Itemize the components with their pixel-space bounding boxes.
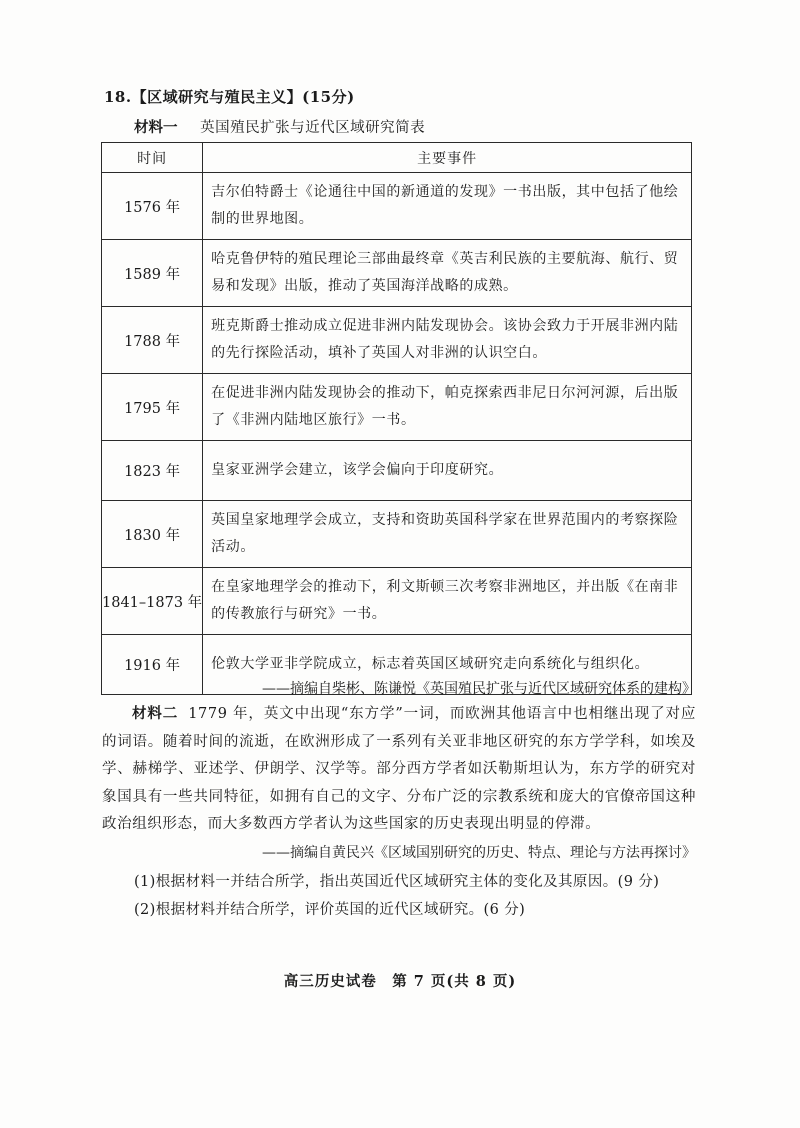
table-row (102, 173, 692, 240)
row-year: 1841–1873 年 (102, 568, 203, 635)
table-row (102, 240, 692, 307)
row-year: 1795 年 (102, 374, 203, 441)
header-event: 主要事件 (203, 143, 692, 173)
row-year: 1823 年 (102, 441, 203, 501)
header-time: 时间 (102, 143, 203, 173)
table-header-row (102, 143, 692, 173)
row-year: 1788 年 (102, 307, 203, 374)
material1-heading (134, 116, 425, 137)
table-row (102, 441, 692, 501)
row-event: 哈克鲁伊特的殖民理论三部曲最终章《英吉利民族的主要航海、航行、贸易和发现》出版，推动了英国海洋战略的成熟。 (203, 240, 692, 307)
row-event: 在皇家地理学会的推动下，利文斯顿三次考察非洲地区，并出版《在南非的传教旅行与研究》一书。 (203, 568, 692, 635)
material2-text: 1779 年，英文中出现“东方学”一词，而欧洲其他语言中也相继出现了对应的词语。随着时间的流逝，在欧洲形成了一系列有关亚非地区研究的东方学学科，如埃及学、赫梯学、亚述学、伊朗学、汉学等。部分西方学者如沃勒斯坦认为，东方学的研究对象国具有一些共同特征，如拥有自己的文字、分布广泛的宗教系统和庞大的官僚帝国这种政治组织形态，而大多数西方学者认为这些国家的历史表现出明显的停滞。 (102, 706, 696, 832)
table-row (102, 501, 692, 568)
row-year: 1576 年 (102, 173, 203, 240)
table-row (102, 374, 692, 441)
subquestion-2: (2)根据材料并结合所学，评价英国的近代区域研究。(6 分) (134, 902, 526, 918)
material2-label: 材料二 (132, 705, 179, 722)
question-title: 18.【区域研究与殖民主义】(15分) (104, 88, 355, 106)
table-row (102, 568, 692, 635)
material1-label: 材料一 (134, 119, 178, 136)
material2-source: ——摘编自黄民兴《区域国别研究的历史、特点、理论与方法再探讨》 (262, 845, 696, 861)
events-table (101, 142, 692, 695)
row-event: 伦敦大学亚非学院成立，标志着英国区域研究走向系统化与组织化。 (203, 635, 692, 695)
row-year: 1916 年 (102, 635, 203, 695)
row-event: 吉尔伯特爵士《论通往中国的新通道的发现》一书出版，其中包括了他绘制的世界地图。 (203, 173, 692, 240)
row-event: 皇家亚洲学会建立，该学会偏向于印度研究。 (203, 441, 692, 501)
material1-caption: 英国殖民扩张与近代区域研究简表 (200, 120, 426, 136)
table-row (102, 307, 692, 374)
page-footer: 高三历史试卷 第 7 页(共 8 页) (283, 973, 517, 990)
row-year: 1589 年 (102, 240, 203, 307)
row-event: 在促进非洲内陆发现协会的推动下，帕克探索西非尼日尔河河源，后出版了《非洲内陆地区旅行》一书。 (203, 374, 692, 441)
subquestion-1: (1)根据材料一并结合所学，指出英国近代区域研究主体的变化及其原因。(9 分) (134, 874, 660, 890)
row-event: 英国皇家地理学会成立，支持和资助英国科学家在世界范围内的考察探险活动。 (203, 501, 692, 568)
row-event: 班克斯爵士推动成立促进非洲内陆发现协会。该协会致力于开展非洲内陆的先行探险活动，填补了英国人对非洲的认识空白。 (203, 307, 692, 374)
row-year: 1830 年 (102, 501, 203, 568)
material2-paragraph (102, 700, 696, 839)
material1-source: ——摘编自柴彬、陈谦悦《英国殖民扩张与近代区域研究体系的建构》 (262, 681, 696, 697)
